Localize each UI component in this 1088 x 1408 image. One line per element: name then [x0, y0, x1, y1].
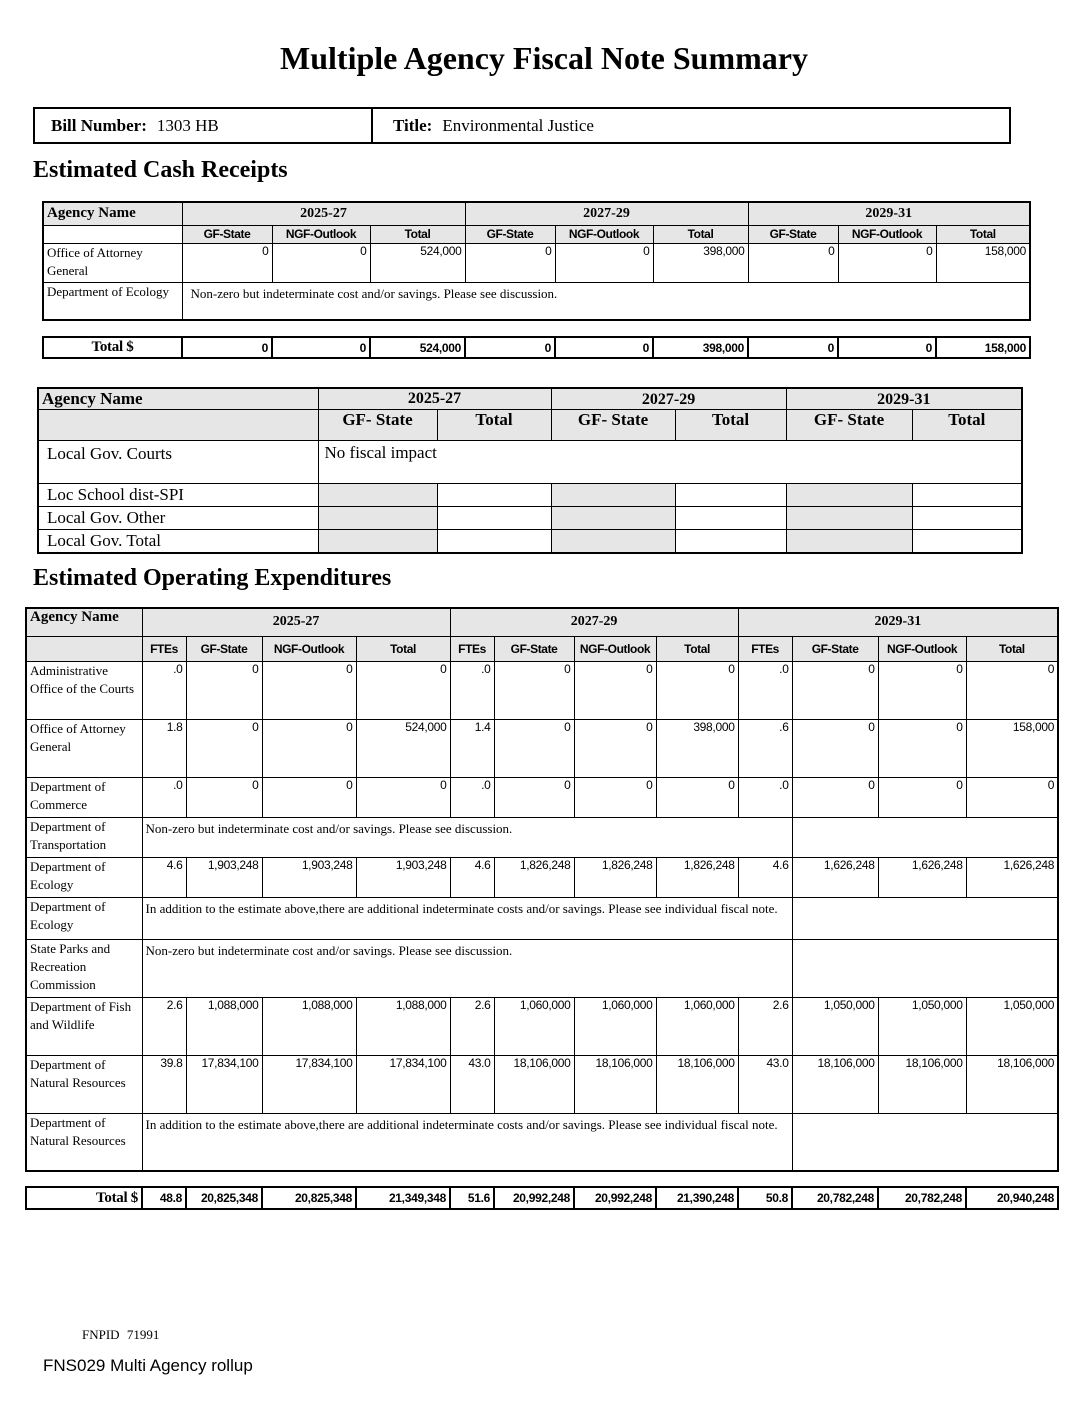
- total-value: 20,782,248: [878, 1187, 966, 1209]
- bill-title: Environmental Justice: [442, 115, 594, 135]
- expenditure-value: 1,088,000: [356, 997, 450, 1055]
- fte-value: .0: [142, 777, 186, 817]
- expenditure-value: 17,834,100: [186, 1055, 262, 1113]
- expenditure-value: 0: [656, 661, 738, 719]
- local-gov-courts-label: Local Gov. Courts: [38, 441, 318, 484]
- cash-period-header: 2027-29: [465, 202, 748, 225]
- expenditure-value: 0: [494, 777, 574, 817]
- cash-subheader: GF-State: [182, 225, 272, 243]
- cash-value: 0: [838, 243, 936, 282]
- agency-name: Office of Attorney General: [26, 719, 142, 777]
- local-gov-table: [37, 387, 1023, 554]
- table-row: [26, 857, 1058, 897]
- cash-receipts-total-row: [42, 336, 1031, 359]
- indeterminate-note: Non-zero but indeterminate cost and/or savings. Please see discussion.: [142, 817, 792, 857]
- exp-subheader: Total: [356, 636, 450, 661]
- indeterminate-note: Non-zero but indeterminate cost and/or savings. Please see discussion.: [182, 282, 1030, 320]
- local-subheader: GF- State: [551, 410, 675, 441]
- fte-value: 2.6: [142, 997, 186, 1055]
- expenditure-value: 0: [878, 777, 966, 817]
- total-value: 524,000: [370, 337, 465, 358]
- cash-value: 524,000: [370, 243, 465, 282]
- expenditure-value: 1,060,000: [656, 997, 738, 1055]
- cash-subheader: NGF-Outlook: [555, 225, 653, 243]
- cash-value: 0: [272, 243, 370, 282]
- operating-expenditures-heading: Estimated Operating Expenditures: [33, 565, 392, 591]
- expenditure-value: 0: [792, 719, 878, 777]
- expenditure-value: 1,088,000: [262, 997, 356, 1055]
- empty-cell: [792, 817, 1058, 857]
- total-label: Total $: [43, 337, 182, 358]
- operating-expenditures-total-row: [25, 1186, 1059, 1210]
- agency-name: Administrative Office of the Courts: [26, 661, 142, 719]
- agency-name: Department of Commerce: [26, 777, 142, 817]
- total-value: 20,940,248: [966, 1187, 1058, 1209]
- fte-value: 1.4: [450, 719, 494, 777]
- total-value: 21,390,248: [656, 1187, 738, 1209]
- expenditure-value: 1,626,248: [966, 857, 1058, 897]
- expenditure-value: 0: [966, 777, 1058, 817]
- empty-cell: [551, 507, 675, 530]
- bill-number: 1303 HB: [156, 115, 219, 135]
- expenditure-value: 0: [262, 777, 356, 817]
- cash-agency-header: Agency Name: [43, 202, 182, 225]
- exp-subheader: GF-State: [792, 636, 878, 661]
- agency-name: Department of Ecology: [43, 282, 182, 320]
- fte-value: 39.8: [142, 1055, 186, 1113]
- bill-number-label: Bill Number:: [51, 115, 147, 135]
- total-value: 20,825,348: [262, 1187, 356, 1209]
- cash-period-header: 2029-31: [748, 202, 1030, 225]
- total-value: 48.8: [142, 1187, 186, 1209]
- expenditure-value: 0: [186, 661, 262, 719]
- fte-value: 43.0: [450, 1055, 494, 1113]
- indeterminate-note: In addition to the estimate above,there are additional indeterminate costs and/or savings. Please see individual fiscal note.: [142, 1113, 792, 1171]
- expenditure-value: 18,106,000: [574, 1055, 656, 1113]
- empty-cell: [318, 530, 437, 553]
- expenditure-value: 0: [262, 719, 356, 777]
- total-value: 158,000: [936, 337, 1030, 358]
- local-agency-header: Agency Name: [38, 388, 318, 410]
- empty-cell: [675, 530, 786, 553]
- fte-value: 43.0: [738, 1055, 792, 1113]
- local-subheader: Total: [912, 410, 1022, 441]
- expenditure-value: 18,106,000: [966, 1055, 1058, 1113]
- cash-subheader-blank: [43, 225, 182, 243]
- expenditure-value: 1,060,000: [574, 997, 656, 1055]
- empty-cell: [675, 507, 786, 530]
- exp-subheader: FTEs: [142, 636, 186, 661]
- expenditure-value: 1,826,248: [656, 857, 738, 897]
- expenditure-value: 0: [356, 777, 450, 817]
- table-row: [38, 507, 1022, 530]
- table-row: [26, 897, 1058, 939]
- total-label: Total $: [26, 1187, 142, 1209]
- local-subheader: GF- State: [786, 410, 912, 441]
- empty-cell: [792, 939, 1058, 997]
- expenditure-value: 0: [494, 719, 574, 777]
- cash-value: 0: [555, 243, 653, 282]
- table-row: [38, 441, 1022, 484]
- expenditure-value: 1,050,000: [878, 997, 966, 1055]
- indeterminate-note: In addition to the estimate above,there are additional indeterminate costs and/or savings. Please see individual fiscal note.: [142, 897, 792, 939]
- empty-cell: [786, 530, 912, 553]
- expenditure-value: 524,000: [356, 719, 450, 777]
- table-row: [26, 777, 1058, 817]
- cash-subheader: NGF-Outlook: [838, 225, 936, 243]
- cash-subheader: Total: [370, 225, 465, 243]
- expenditure-value: 0: [494, 661, 574, 719]
- expenditure-value: 1,903,248: [186, 857, 262, 897]
- expenditure-value: 0: [186, 719, 262, 777]
- total-value: 50.8: [738, 1187, 792, 1209]
- cash-value: 0: [465, 243, 555, 282]
- fte-value: 1.8: [142, 719, 186, 777]
- cash-value: 398,000: [653, 243, 748, 282]
- fte-value: 2.6: [450, 997, 494, 1055]
- cash-receipts-table: [42, 201, 1031, 321]
- empty-cell: [551, 484, 675, 507]
- expenditure-value: 17,834,100: [356, 1055, 450, 1113]
- agency-name: State Parks and Recreation Commission: [26, 939, 142, 997]
- expenditure-value: 0: [966, 661, 1058, 719]
- agency-name: Department of Natural Resources: [26, 1055, 142, 1113]
- fnpid-label: FNPID: [82, 1327, 120, 1342]
- operating-expenditures-table: [25, 607, 1059, 1172]
- fte-value: 4.6: [450, 857, 494, 897]
- expenditure-value: 1,050,000: [792, 997, 878, 1055]
- expenditure-value: 0: [356, 661, 450, 719]
- no-fiscal-impact-note: No fiscal impact: [318, 441, 1022, 484]
- expenditure-value: 1,826,248: [574, 857, 656, 897]
- total-value: 20,825,348: [186, 1187, 262, 1209]
- local-row-label: Local Gov. Other: [38, 507, 318, 530]
- local-subheader: Total: [437, 410, 551, 441]
- fte-value: 4.6: [142, 857, 186, 897]
- local-subheader: GF- State: [318, 410, 437, 441]
- expenditure-value: 0: [186, 777, 262, 817]
- table-row: [43, 282, 1030, 320]
- bill-info-box: [33, 107, 1011, 144]
- local-subheader: Total: [675, 410, 786, 441]
- table-row: [26, 1113, 1058, 1171]
- agency-name: Office of Attorney General: [43, 243, 182, 282]
- indeterminate-note: Non-zero but indeterminate cost and/or savings. Please see discussion.: [142, 939, 792, 997]
- empty-cell: [912, 530, 1022, 553]
- expenditure-value: 0: [262, 661, 356, 719]
- fte-value: .0: [450, 777, 494, 817]
- expenditure-value: 158,000: [966, 719, 1058, 777]
- expenditure-value: 1,060,000: [494, 997, 574, 1055]
- expenditure-value: 1,626,248: [878, 857, 966, 897]
- agency-name: Department of Ecology: [26, 857, 142, 897]
- table-row: [26, 661, 1058, 719]
- total-value: 0: [465, 337, 555, 358]
- expenditure-value: 1,626,248: [792, 857, 878, 897]
- cash-subheader: Total: [936, 225, 1030, 243]
- table-row: [26, 1055, 1058, 1113]
- cash-subheader: NGF-Outlook: [272, 225, 370, 243]
- local-subheader-blank: [38, 410, 318, 441]
- total-value: 398,000: [653, 337, 748, 358]
- exp-subheader: Total: [966, 636, 1058, 661]
- table-row: [26, 817, 1058, 857]
- expenditure-value: 1,826,248: [494, 857, 574, 897]
- agency-name: Department of Transportation: [26, 817, 142, 857]
- empty-cell: [912, 507, 1022, 530]
- fte-value: 4.6: [738, 857, 792, 897]
- exp-subheader: NGF-Outlook: [574, 636, 656, 661]
- table-row: [38, 530, 1022, 553]
- expenditure-value: 0: [574, 661, 656, 719]
- empty-cell: [551, 530, 675, 553]
- fte-value: .0: [142, 661, 186, 719]
- expenditure-value: 0: [792, 661, 878, 719]
- total-value: 0: [555, 337, 653, 358]
- table-row: [38, 484, 1022, 507]
- expenditure-value: 18,106,000: [494, 1055, 574, 1113]
- empty-cell: [675, 484, 786, 507]
- exp-subheader: Total: [656, 636, 738, 661]
- exp-subheader: FTEs: [738, 636, 792, 661]
- bill-title-cell: [373, 109, 594, 142]
- agency-name: Department of Fish and Wildlife: [26, 997, 142, 1055]
- expenditure-value: 18,106,000: [792, 1055, 878, 1113]
- empty-cell: [786, 507, 912, 530]
- exp-period-header: 2025-27: [142, 608, 450, 636]
- exp-subheader: GF-State: [494, 636, 574, 661]
- expenditure-value: 17,834,100: [262, 1055, 356, 1113]
- expenditure-value: 0: [878, 661, 966, 719]
- total-value: 0: [748, 337, 838, 358]
- exp-subheader: FTEs: [450, 636, 494, 661]
- table-row: [26, 997, 1058, 1055]
- total-value: 21,349,348: [356, 1187, 450, 1209]
- cash-subheader: Total: [653, 225, 748, 243]
- fte-value: .0: [738, 661, 792, 719]
- bill-number-cell: [35, 109, 373, 142]
- exp-subheader: NGF-Outlook: [262, 636, 356, 661]
- cash-value: 0: [182, 243, 272, 282]
- expenditure-value: 0: [656, 777, 738, 817]
- total-value: 20,992,248: [574, 1187, 656, 1209]
- cash-value: 158,000: [936, 243, 1030, 282]
- table-row: [43, 243, 1030, 282]
- cash-subheader: GF-State: [465, 225, 555, 243]
- exp-subheader: GF-State: [186, 636, 262, 661]
- expenditure-value: 1,088,000: [186, 997, 262, 1055]
- bill-title-label: Title:: [393, 115, 433, 135]
- exp-period-header: 2029-31: [738, 608, 1058, 636]
- total-value: 51.6: [450, 1187, 494, 1209]
- empty-cell: [437, 484, 551, 507]
- local-period-header: 2025-27: [318, 388, 551, 410]
- table-row: [26, 719, 1058, 777]
- empty-cell: [437, 507, 551, 530]
- empty-cell: [318, 484, 437, 507]
- expenditure-value: 18,106,000: [878, 1055, 966, 1113]
- expenditure-value: 18,106,000: [656, 1055, 738, 1113]
- local-row-label: Loc School dist-SPI: [38, 484, 318, 507]
- local-row-label: Local Gov. Total: [38, 530, 318, 553]
- expenditure-value: 0: [878, 719, 966, 777]
- exp-subheader: NGF-Outlook: [878, 636, 966, 661]
- total-value: 0: [272, 337, 370, 358]
- agency-name: Department of Ecology: [26, 897, 142, 939]
- total-value: 0: [838, 337, 936, 358]
- expenditure-value: 0: [574, 719, 656, 777]
- exp-subheader-blank: [26, 636, 142, 661]
- expenditure-value: 1,903,248: [356, 857, 450, 897]
- empty-cell: [792, 897, 1058, 939]
- cash-subheader: GF-State: [748, 225, 838, 243]
- fte-value: 2.6: [738, 997, 792, 1055]
- cash-value: 0: [748, 243, 838, 282]
- local-period-header: 2029-31: [786, 388, 1022, 410]
- empty-cell: [786, 484, 912, 507]
- empty-cell: [437, 530, 551, 553]
- fte-value: .0: [738, 777, 792, 817]
- expenditure-value: 1,050,000: [966, 997, 1058, 1055]
- empty-cell: [912, 484, 1022, 507]
- expenditure-value: 1,903,248: [262, 857, 356, 897]
- empty-cell: [318, 507, 437, 530]
- exp-agency-header: Agency Name: [26, 608, 142, 636]
- empty-cell: [792, 1113, 1058, 1171]
- expenditure-value: 398,000: [656, 719, 738, 777]
- page-title: Multiple Agency Fiscal Note Summary: [280, 40, 808, 76]
- expenditure-value: 0: [792, 777, 878, 817]
- local-period-header: 2027-29: [551, 388, 786, 410]
- agency-name: Department of Natural Resources: [26, 1113, 142, 1171]
- total-value: 20,782,248: [792, 1187, 878, 1209]
- fte-value: .0: [450, 661, 494, 719]
- total-value: 20,992,248: [494, 1187, 574, 1209]
- expenditure-value: 0: [574, 777, 656, 817]
- fte-value: .6: [738, 719, 792, 777]
- fnpid-line: [82, 1327, 159, 1343]
- table-row: [26, 939, 1058, 997]
- cash-period-header: 2025-27: [182, 202, 465, 225]
- form-id: FNS029 Multi Agency rollup: [43, 1356, 253, 1375]
- cash-receipts-heading: Estimated Cash Receipts: [33, 157, 288, 183]
- total-value: 0: [182, 337, 272, 358]
- fnpid-value: 71991: [126, 1327, 160, 1342]
- exp-period-header: 2027-29: [450, 608, 738, 636]
